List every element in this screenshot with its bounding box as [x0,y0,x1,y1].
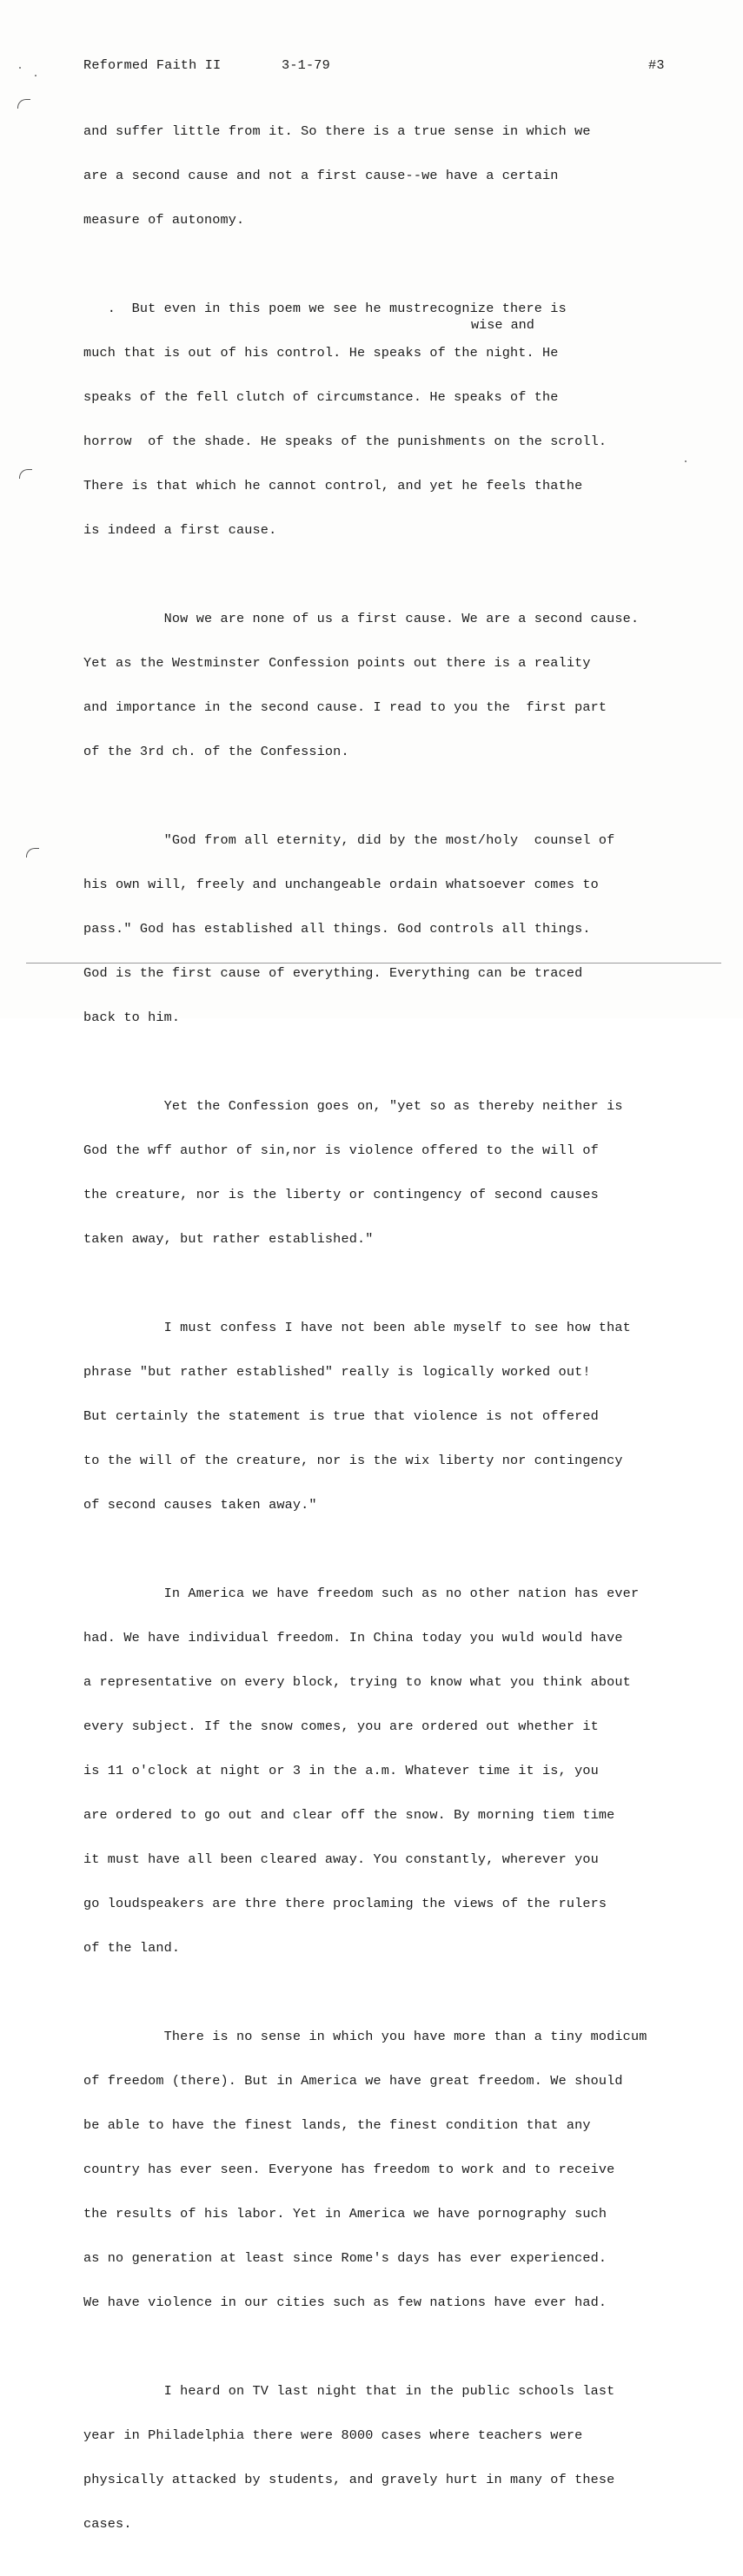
text-line: Yet the Confession goes on, "yet so as thereby neither is [83,1098,623,1114]
footer-rule [26,963,721,964]
text-line: is indeed a first cause. [83,522,277,538]
text-line: physically attacked by students, and gravely hurt in many of these [83,2472,615,2487]
text-line: country has ever seen. Everyone has freedom to work and to receive [83,2162,615,2177]
paragraph-3 [83,582,709,1055]
text-line: back to him. [83,1010,181,1025]
text-line: pass." God has established all things. God controls all things. [83,921,591,937]
text-line: year in Philadelphia there were 8000 cases where teachers were [83,2427,583,2443]
text-line: to the will of the creature, nor is the wix liberty nor contingency [83,1453,623,1468]
text-line: There is that which he cannot control, and yet he feels thathe [83,478,583,493]
course-title: Reformed Faith II [83,57,222,73]
text-line: the creature, nor is the liberty or contingency of second causes [83,1187,599,1202]
text-line: of second causes taken away." [83,1497,317,1513]
text-line: is 11 o'clock at night or 3 in the a.m. Whatever time it is, you [83,1763,599,1778]
text-line: and suffer little from it. So there is a true sense in which we [83,123,591,139]
text-line: go loudspeakers are thre there proclaming the views of the rulers [83,1896,607,1911]
text-line: as no generation at least since Rome's days has ever experienced. [83,2250,607,2266]
handwritten-insertion: wise and [471,317,534,333]
text-line: and importance in the second cause. I read to you the first part [83,699,607,715]
page-header [83,57,674,75]
text-line: every subject. If the snow comes, you are ordered out whether it [83,1718,599,1734]
text-line: much that is out of his control. He speaks of the night. He [83,345,559,361]
page-number: #3 [648,57,665,73]
scan-speck [19,67,21,69]
paragraph-5 [83,1291,709,1542]
text-line: of freedom (there). But in America we have great freedom. We should [83,2073,623,2089]
document-body [83,95,709,2576]
punch-hole-mark [17,99,30,109]
text-line: of the land. [83,1940,181,1956]
text-line: are a second cause and not a first cause--we have a certain [83,168,559,183]
text-line: In America we have freedom such as no other nation has ever [83,1586,640,1601]
text-line: Yet as the Westminster Confession points out there is a reality [83,655,591,671]
text-line: taken away, but rather established." [83,1231,374,1247]
paragraph-4 [83,1069,709,1276]
text-line: God the wff author of sin,nor is violence offered to the will of [83,1142,599,1158]
text-line: had. We have individual freedom. In China today you wuld would have [83,1630,623,1646]
text-line: phrase "but rather established" really is logically worked out! [83,1364,591,1380]
punch-hole-mark [19,469,32,479]
paragraph-6 [83,1557,709,1985]
text-line: Now we are none of us a first cause. We are a second cause. [83,611,640,626]
paragraph-7 [83,2000,709,2340]
text-line: it must have all been cleared away. You constantly, wherever you [83,1851,599,1867]
scan-speck [685,460,687,462]
punch-hole-mark [26,848,39,858]
text-line: God is the first cause of everything. Everything can be traced [83,965,583,981]
text-line: "God from all eternity, did by the most/holy counsel of [83,832,615,848]
scan-speck [35,75,36,76]
text-line: of the 3rd ch. of the Confession. [83,744,349,759]
document-date: 3-1-79 [282,57,330,73]
text-line: We have violence in our cities such as few nations have ever had. [83,2295,607,2310]
text-line [83,789,709,804]
text-line: horrow of the shade. He speaks of the punishments on the scroll. [83,434,607,449]
text-line: a representative on every block, trying to know what you think about [83,1674,631,1690]
text-line: are ordered to go out and clear off the snow. By morning tiem time [83,1807,615,1823]
text-line: I must confess I have not been able myself to see how that [83,1320,631,1335]
paragraph-1 [83,95,709,257]
paragraph-2 [83,272,709,567]
text-line: the results of his labor. Yet in America we have pornography such [83,2206,607,2222]
text-line: I heard on TV last night that in the public schools last [83,2383,615,2399]
text-line: be able to have the finest lands, the finest condition that any [83,2117,591,2133]
text-line: But certainly the statement is true that violence is not offered [83,1408,599,1424]
text-line: There is no sense in which you have more than a tiny modicum [83,2029,647,2044]
paragraph-8 [83,2354,709,2561]
text-line: cases. [83,2516,132,2532]
text-line: speaks of the fell clutch of circumstance. He speaks of the [83,389,559,405]
text-line: . But even in this poem we see he mustrecognize there is [83,301,567,316]
text-line: his own will, freely and unchangeable ordain whatsoever comes to [83,877,599,892]
text-line: measure of autonomy. [83,212,245,228]
